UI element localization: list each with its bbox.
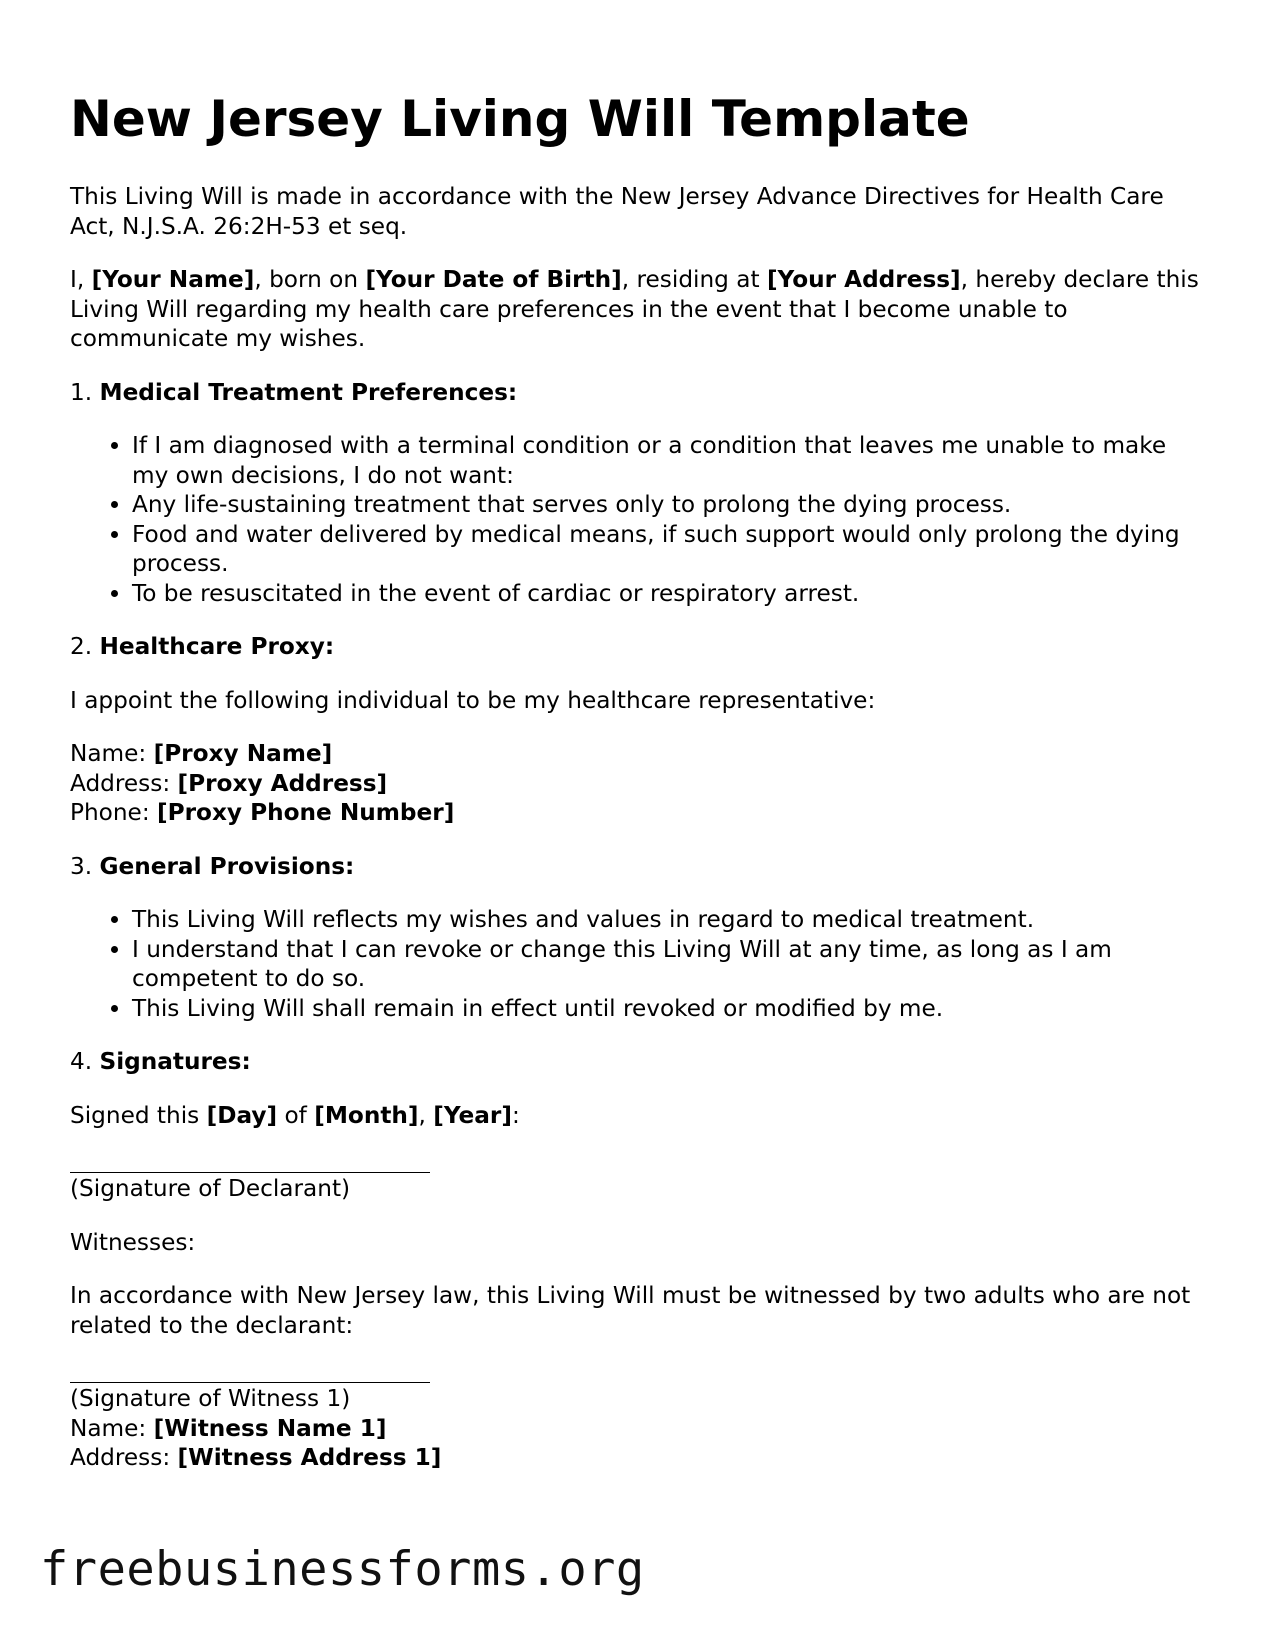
list-item: • This Living Will shall remain in effect until revoked or modified by me.	[132, 994, 1200, 1024]
document-body	[70, 182, 1200, 1497]
declarant-signature-line[interactable]	[70, 1150, 430, 1173]
witness-note: In accordance with New Jersey law, this Living Will must be witnessed by two adults who are not related to the declarant:	[70, 1282, 1191, 1339]
witness-1-caption: (Signature of Witness 1)	[70, 1385, 351, 1412]
witness-1-signature-line[interactable]	[70, 1360, 430, 1383]
list-item: • If I am diagnosed with a terminal condition or a condition that leaves me unable to make my own decisions, I do not want:	[132, 431, 1200, 490]
witness-1-block	[70, 1360, 1200, 1473]
signed-date-line: Signed this [Day] of [Month], [Year]:	[70, 1101, 520, 1129]
dob-placeholder: [Your Date of Birth]	[365, 266, 622, 293]
section-1-list	[70, 431, 1200, 608]
section-3-list	[70, 905, 1200, 1023]
proxy-details	[70, 739, 1200, 828]
list-item: • I understand that I can revoke or change this Living Will at any time, as long as I am competent to do so.	[132, 935, 1200, 994]
intro-paragraph: This Living Will is made in accordance with the New Jersey Advance Directives for Health Care Act, N.J.S.A. 26:2H-53 et seq.	[70, 183, 1164, 240]
proxy-appoint-text: I appoint the following individual to be my healthcare representative:	[70, 686, 876, 714]
proxy-address-line: Address: [Proxy Address]	[70, 769, 388, 797]
list-item: • This Living Will reflects my wishes and values in regard to medical treatment.	[132, 905, 1200, 935]
section-4-heading: 4. Signatures:	[70, 1048, 251, 1075]
section-2-heading: 2. Healthcare Proxy:	[70, 633, 335, 660]
declarant-signature-block	[70, 1150, 1200, 1204]
your-name-placeholder: [Your Name]	[91, 266, 255, 293]
list-item: • Any life-sustaining treatment that serves only to prolong the dying process.	[132, 490, 1200, 520]
proxy-name-line: Name: [Proxy Name]	[70, 740, 333, 767]
declarant-signature-caption: (Signature of Declarant)	[70, 1175, 351, 1202]
list-item: • Food and water delivered by medical means, if such support would only prolong the dying process.	[132, 520, 1200, 579]
document-title: New Jersey Living Will Template	[70, 90, 970, 148]
witnesses-label: Witnesses:	[70, 1228, 196, 1256]
proxy-phone-line: Phone: [Proxy Phone Number]	[70, 799, 455, 826]
declaration-paragraph: I, [Your Name], born on [Your Date of Birth], residing at [Your Address], hereby declare this Living Will regarding my health care preferences in the event that I become unable to communicate my wishes.	[70, 266, 1199, 352]
witness-1-address-line: Address: [Witness Address 1]	[70, 1444, 442, 1471]
address-placeholder: [Your Address]	[766, 266, 961, 293]
list-item: • To be resuscitated in the event of cardiac or respiratory arrest.	[132, 579, 1200, 609]
section-1-heading: 1. Medical Treatment Preferences:	[70, 378, 518, 406]
site-watermark: freebusinessforms.org	[40, 1542, 645, 1597]
witness-1-name-line: Name: [Witness Name 1]	[70, 1414, 387, 1442]
section-3-heading: 3. General Provisions:	[70, 852, 355, 880]
